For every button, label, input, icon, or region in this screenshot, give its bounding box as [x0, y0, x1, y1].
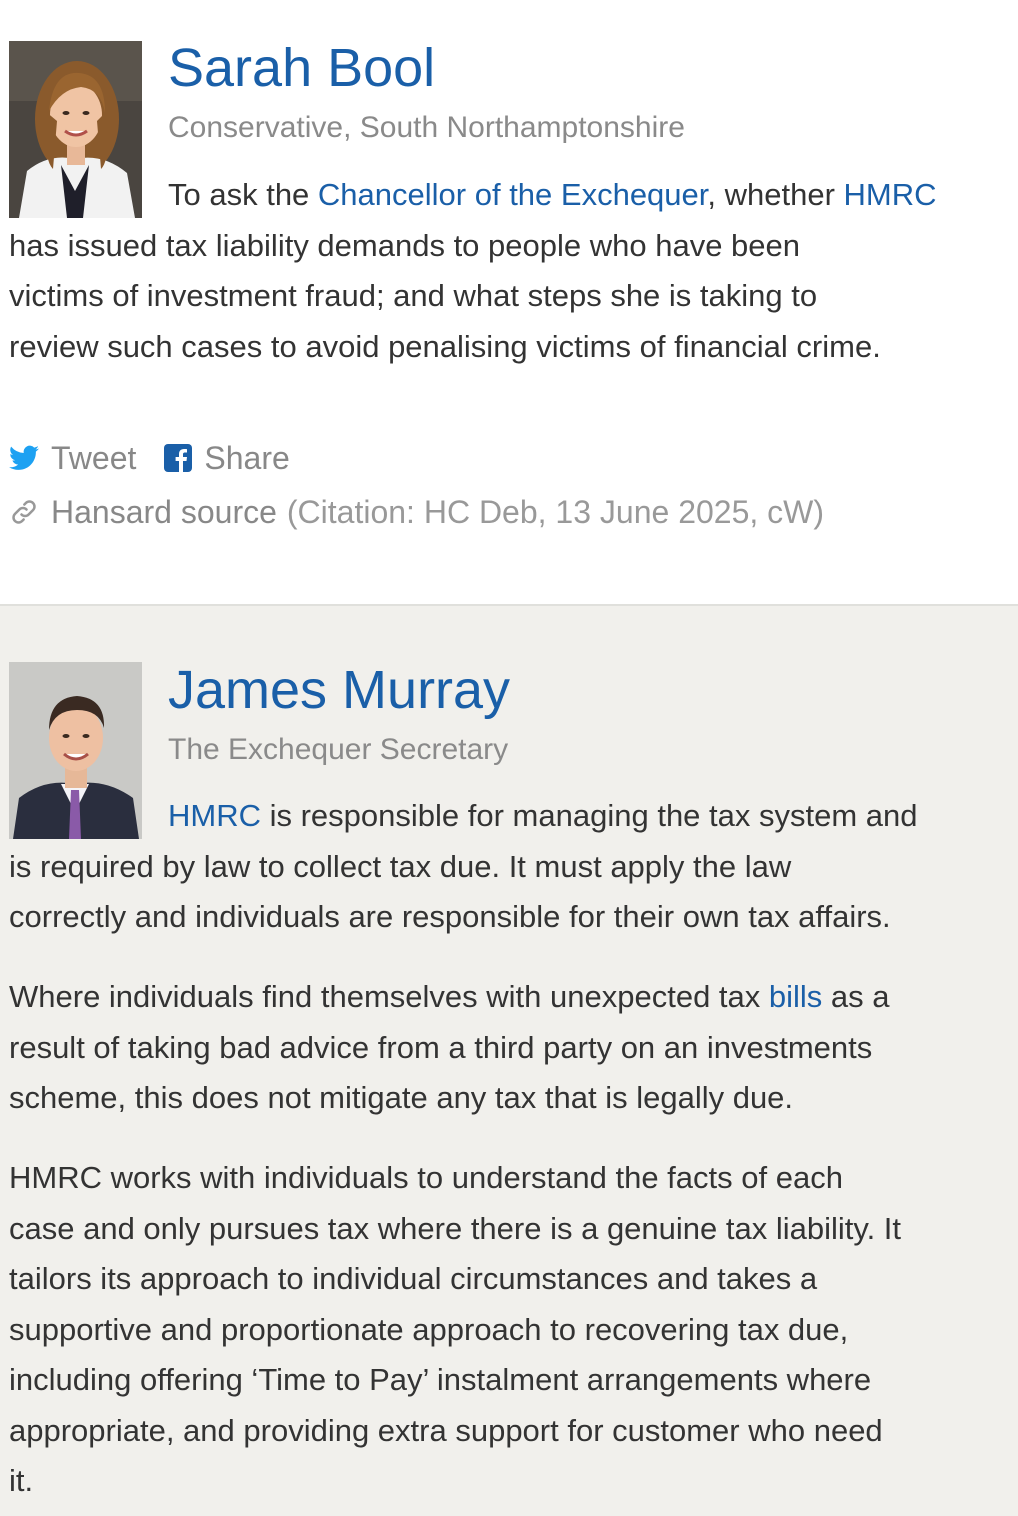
question-member-name[interactable]: Sarah Bool	[168, 38, 436, 98]
answer-paragraph-2: Where individuals find themselves with unexpected tax bills as a result of taking bad advice from a third party on an investments scheme, this does not mitigate any tax that is legally due.	[9, 979, 890, 1115]
bills-link[interactable]: bills	[768, 979, 823, 1014]
answer-member-role: The Exchequer Secretary	[168, 733, 509, 766]
chancellor-of-exchequer-link[interactable]: Chancellor of the Exchequer	[317, 177, 708, 212]
hmrc-link[interactable]: HMRC	[843, 177, 937, 212]
answer-paragraph-1: HMRC is responsible for managing the tax system and is required by law to collect tax due. It must apply the law correctly and individuals are responsible for their own tax affairs.	[9, 798, 918, 934]
hansard-citation-row	[9, 490, 824, 534]
tweet-button[interactable]: Tweet	[9, 436, 136, 480]
written-answer	[0, 604, 1018, 1516]
hmrc-answer-link[interactable]: HMRC	[168, 798, 261, 833]
answer-member-name[interactable]: James Murray	[168, 660, 511, 720]
link-icon	[9, 497, 39, 527]
hansard-source-link[interactable]: Hansard source	[51, 494, 277, 530]
twitter-bird-icon	[9, 445, 39, 471]
citation-text: (Citation: HC Deb, 13 June 2025, cW)	[286, 494, 825, 530]
facebook-icon	[164, 444, 192, 472]
written-question	[0, 0, 1018, 604]
question-text: To ask the Chancellor of the Exchequer, whether HMRC has issued tax liability demands to people who have been victims of investment fraud; and what steps she is taking to review such cases to avoid penalising victims of financial crime.	[9, 177, 937, 364]
question-member-party-constituency: Conservative, South Northamptonshire	[168, 111, 685, 144]
answer-paragraph-3: HMRC works with individuals to understand the facts of each case and only pursues tax where there is a genuine tax liability. It tailors its approach to individual circumstances and takes a supportive and proportionate approach to recovering tax due, including offering ‘Time to Pay’ instalment arrangements where appropriate, and providing extra support for customer who need it.	[9, 1160, 902, 1498]
share-bar	[9, 436, 318, 480]
facebook-share-button[interactable]: Share	[164, 436, 289, 480]
